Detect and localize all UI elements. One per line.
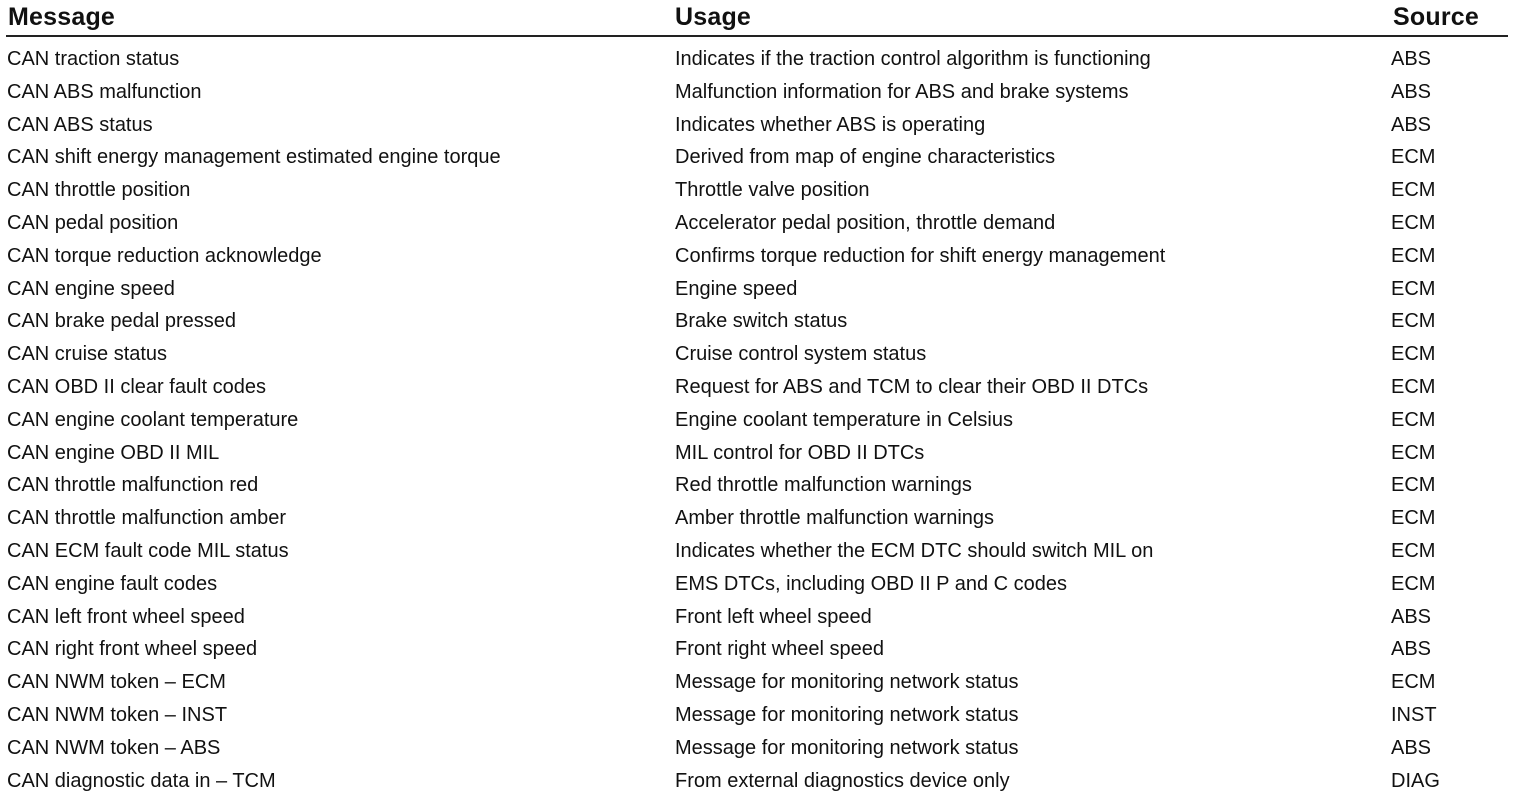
table-row <box>0 273 1520 306</box>
source-cell: ECM <box>1391 474 1436 497</box>
message-cell: CAN left front wheel speed <box>7 605 245 628</box>
table-row <box>0 305 1520 338</box>
usage-cell: Message for monitoring network status <box>675 703 1019 726</box>
table-row <box>0 601 1520 634</box>
usage-cell: EMS DTCs, including OBD II P and C codes <box>675 572 1068 595</box>
source-cell: ECM <box>1391 179 1436 202</box>
source-cell: ECM <box>1391 277 1436 300</box>
message-cell: CAN traction status <box>7 48 180 70</box>
message-cell: CAN throttle position <box>7 179 191 202</box>
table-row <box>0 535 1520 568</box>
source-cell: ECM <box>1391 146 1436 169</box>
message-cell: CAN pedal position <box>7 211 179 234</box>
source-cell: ECM <box>1391 507 1436 530</box>
usage-cell: Indicates if the traction control algorithm is functioning <box>675 48 1151 70</box>
source-cell: ECM <box>1391 441 1436 464</box>
source-cell: ABS <box>1391 605 1432 628</box>
usage-cell: Message for monitoring network status <box>675 736 1019 759</box>
message-cell: CAN throttle malfunction amber <box>7 507 287 530</box>
source-cell: INST <box>1391 703 1437 726</box>
message-cell: CAN engine OBD II MIL <box>7 441 220 464</box>
table-row <box>0 76 1520 109</box>
source-cell: ECM <box>1391 408 1436 431</box>
table-row <box>0 141 1520 174</box>
usage-cell: Indicates whether the ECM DTC should switch MIL on <box>675 539 1154 562</box>
usage-cell: From external diagnostics device only <box>675 769 1010 792</box>
header-divider <box>6 35 1508 37</box>
usage-cell: Amber throttle malfunction warnings <box>675 507 995 530</box>
usage-cell: Brake switch status <box>675 310 848 333</box>
message-cell: CAN torque reduction acknowledge <box>7 244 322 267</box>
message-cell: CAN brake pedal pressed <box>7 310 237 333</box>
message-cell: CAN NWM token – ECM <box>7 671 226 694</box>
source-cell: ECM <box>1391 343 1436 366</box>
usage-cell: MIL control for OBD II DTCs <box>675 441 925 464</box>
message-cell: CAN cruise status <box>7 343 168 366</box>
message-cell: CAN right front wheel speed <box>7 638 258 661</box>
message-cell: CAN OBD II clear fault codes <box>7 375 266 398</box>
message-cell: CAN engine fault codes <box>7 572 218 595</box>
table-row <box>0 568 1520 601</box>
table-row <box>0 437 1520 470</box>
table-body <box>0 43 1520 797</box>
message-cell: CAN shift energy management estimated engine torque <box>7 146 501 169</box>
table-row <box>0 207 1520 240</box>
table-row <box>0 502 1520 535</box>
table-row <box>0 699 1520 732</box>
usage-cell: Cruise control system status <box>675 343 927 366</box>
usage-cell: Confirms torque reduction for shift energy management <box>675 244 1166 267</box>
header-message: Message <box>8 3 116 31</box>
source-cell: ABS <box>1391 638 1432 661</box>
usage-cell: Engine coolant temperature in Celsius <box>675 408 1013 431</box>
message-cell: CAN ABS malfunction <box>7 80 202 103</box>
table-row <box>0 732 1520 765</box>
table-row <box>0 43 1520 76</box>
table-row <box>0 666 1520 699</box>
usage-cell: Front left wheel speed <box>675 605 872 628</box>
header-source: Source <box>1393 3 1479 31</box>
source-cell: DIAG <box>1391 769 1440 792</box>
usage-cell: Malfunction information for ABS and brake systems <box>675 80 1129 103</box>
source-cell: ABS <box>1391 736 1432 759</box>
usage-cell: Front right wheel speed <box>675 638 885 661</box>
message-cell: CAN ABS status <box>7 113 153 136</box>
message-cell: CAN diagnostic data in – TCM <box>7 769 276 792</box>
table-row <box>0 174 1520 207</box>
source-cell: ECM <box>1391 671 1436 694</box>
table-header <box>0 0 1520 36</box>
table-row <box>0 404 1520 437</box>
header-usage: Usage <box>675 3 752 31</box>
source-cell: ECM <box>1391 244 1436 267</box>
table-row <box>0 338 1520 371</box>
message-cell: CAN NWM token – ABS <box>7 736 221 759</box>
usage-cell: Message for monitoring network status <box>675 671 1019 694</box>
message-cell: CAN ECM fault code MIL status <box>7 539 289 562</box>
message-cell: CAN engine coolant temperature <box>7 408 299 431</box>
table-row <box>0 765 1520 798</box>
usage-cell: Request for ABS and TCM to clear their OBD II DTCs <box>675 375 1149 398</box>
message-cell: CAN engine speed <box>7 277 175 300</box>
source-cell: ECM <box>1391 310 1436 333</box>
message-cell: CAN throttle malfunction red <box>7 474 259 497</box>
source-cell: ABS <box>1391 113 1432 136</box>
source-cell: ECM <box>1391 572 1436 595</box>
source-cell: ABS <box>1391 80 1432 103</box>
source-cell: ABS <box>1391 48 1432 70</box>
usage-cell: Red throttle malfunction warnings <box>675 474 972 497</box>
table-row <box>0 371 1520 404</box>
source-cell: ECM <box>1391 211 1436 234</box>
message-cell: CAN NWM token – INST <box>7 703 228 726</box>
usage-cell: Throttle valve position <box>675 179 870 202</box>
table-row <box>0 109 1520 142</box>
usage-cell: Derived from map of engine characteristics <box>675 146 1056 169</box>
source-cell: ECM <box>1391 539 1436 562</box>
usage-cell: Accelerator pedal position, throttle demand <box>675 211 1056 234</box>
table-row <box>0 469 1520 502</box>
source-cell: ECM <box>1391 375 1436 398</box>
usage-cell: Indicates whether ABS is operating <box>675 113 986 136</box>
table-row <box>0 240 1520 273</box>
usage-cell: Engine speed <box>675 277 798 300</box>
table-row <box>0 633 1520 666</box>
